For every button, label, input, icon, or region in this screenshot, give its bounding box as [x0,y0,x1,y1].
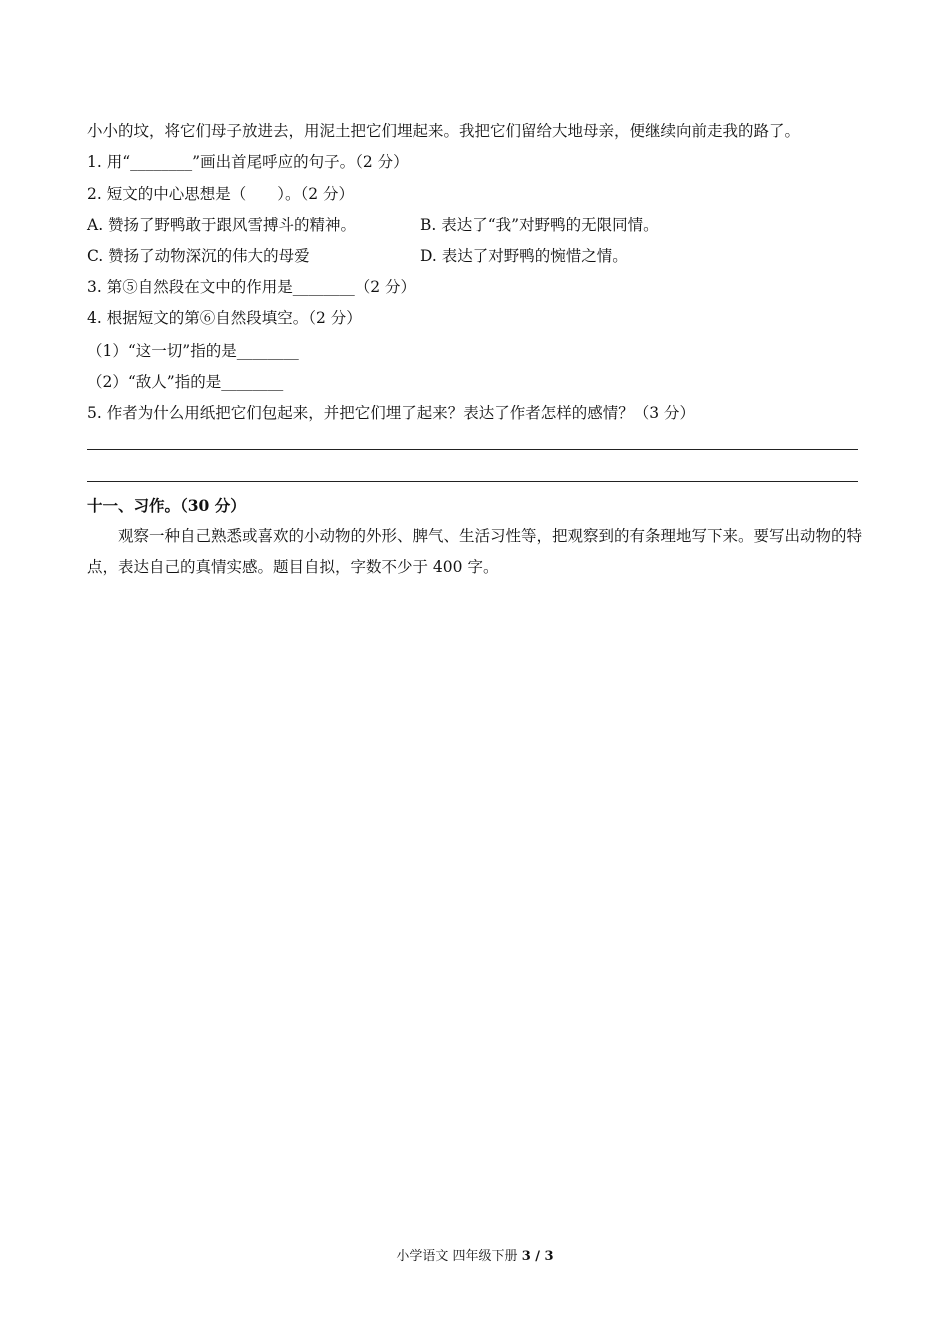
question-4-part-1: （1）“这一切”指的是________ [87,342,299,360]
footer-subject: 小学语文 四年级下册 [396,1249,522,1264]
page-footer [0,1248,950,1266]
question-5: 5. 作者为什么用纸把它们包起来，并把它们埋了起来？表达了作者怎样的感情？（3 分） [87,404,696,422]
question-1: 1. 用“________”画出首尾呼应的句子。（2 分） [87,153,409,171]
passage-ending: 小小的坟，将它们母子放进去，用泥土把它们埋起来。我把它们留给大地母亲，便继续向前走我的路了。 [87,122,801,140]
question-2: 2. 短文的中心思想是（ ）。（2 分） [87,185,355,203]
answer-line-1 [87,449,858,450]
question-4: 4. 根据短文的第⑥自然段填空。（2 分） [87,309,362,327]
question-2-option-c: C. 赞扬了动物深沉的伟大的母爱 [87,247,310,265]
question-2-option-d: D. 表达了对野鸭的惋惜之情。 [420,247,628,265]
section-11-prompt: 观察一种自己熟悉或喜欢的小动物的外形、脾气、生活习性等，把观察到的有条理地写下来。要写出动物的特点，表达自己的真情实感。题目自拟，字数不少于 400 字。 [87,527,863,576]
question-4-part-2: （2）“敌人”指的是________ [87,373,284,391]
answer-line-2 [87,481,858,482]
page-number: 3 / 3 [521,1249,554,1264]
question-2-option-b: B. 表达了“我”对野鸭的无限同情。 [420,216,659,234]
section-11-heading: 十一、习作。（30 分） [87,496,246,515]
question-3: 3. 第⑤自然段在文中的作用是________（2 分） [87,278,417,296]
question-2-option-a: A. 赞扬了野鸭敢于跟风雪搏斗的精神。 [87,216,357,234]
